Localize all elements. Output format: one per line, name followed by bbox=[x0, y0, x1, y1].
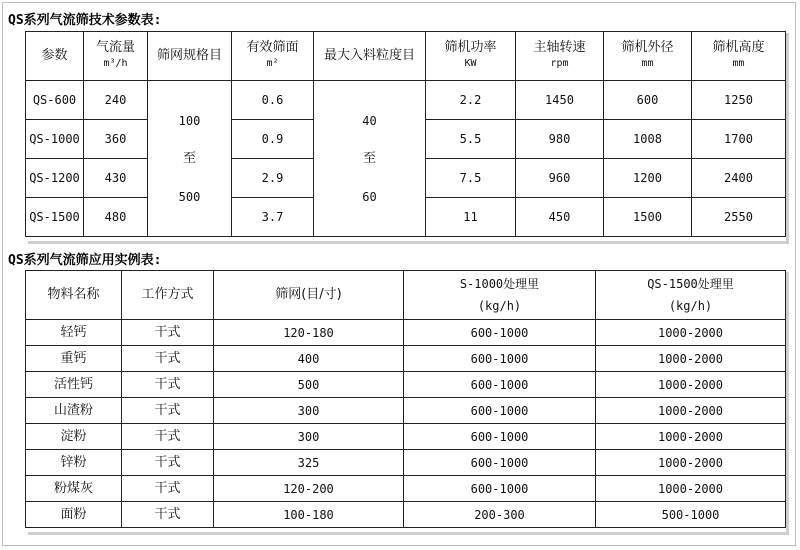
applications-table-title: QS系列气流筛应用实例表: bbox=[8, 253, 162, 268]
speed-cell: 1450 bbox=[516, 81, 604, 120]
speed-cell: 980 bbox=[516, 120, 604, 159]
diameter-cell: 600 bbox=[604, 81, 692, 120]
mode-cell: 干式 bbox=[122, 424, 214, 450]
diameter-cell: 1200 bbox=[604, 159, 692, 198]
mesh-cell: 400 bbox=[214, 346, 404, 372]
header-speed-unit: rpm bbox=[550, 58, 569, 69]
model-cell: QS-600 bbox=[26, 81, 84, 120]
diameter-cell: 1500 bbox=[604, 198, 692, 237]
material-cell: 山渣粉 bbox=[26, 398, 122, 424]
mesh-cell: 500 bbox=[214, 372, 404, 398]
mesh-cell: 120-180 bbox=[214, 320, 404, 346]
material-cell: 锌粉 bbox=[26, 450, 122, 476]
table-row bbox=[26, 81, 786, 120]
qs1000-cell: 600-1000 bbox=[404, 372, 596, 398]
material-cell: 轻钙 bbox=[26, 320, 122, 346]
qs1500-cell: 1000-2000 bbox=[596, 320, 786, 346]
qs1000-cell: 600-1000 bbox=[404, 398, 596, 424]
power-cell: 11 bbox=[426, 198, 516, 237]
qs1000-cell: 600-1000 bbox=[404, 450, 596, 476]
height-cell: 2550 bbox=[692, 198, 786, 237]
table-row bbox=[26, 398, 786, 424]
model-cell: QS-1500 bbox=[26, 198, 84, 237]
mode-cell: 干式 bbox=[122, 320, 214, 346]
area-cell: 0.9 bbox=[232, 120, 314, 159]
header-param: 参数 bbox=[26, 32, 84, 81]
table-row bbox=[26, 502, 786, 528]
material-cell: 活性钙 bbox=[26, 372, 122, 398]
power-cell: 2.2 bbox=[426, 81, 516, 120]
header-qs1000-unit: (kg/h) bbox=[477, 299, 522, 313]
material-cell: 重钙 bbox=[26, 346, 122, 372]
qs1000-cell: 600-1000 bbox=[404, 424, 596, 450]
applications-table-shadow-right bbox=[786, 272, 789, 534]
mode-cell: 干式 bbox=[122, 450, 214, 476]
header-power bbox=[426, 32, 516, 81]
height-cell: 1250 bbox=[692, 81, 786, 120]
specs-table bbox=[25, 31, 786, 237]
table-row bbox=[26, 320, 786, 346]
header-feed: 最大入料粒度目 bbox=[314, 32, 426, 81]
mesh-cell: 325 bbox=[214, 450, 404, 476]
qs1500-cell: 1000-2000 bbox=[596, 476, 786, 502]
model-cell: QS-1000 bbox=[26, 120, 84, 159]
header-qs1000 bbox=[404, 271, 596, 320]
header-mesh: 筛网规格目 bbox=[148, 32, 232, 81]
qs1500-cell: 1000-2000 bbox=[596, 450, 786, 476]
mode-cell: 干式 bbox=[122, 502, 214, 528]
power-cell: 5.5 bbox=[426, 120, 516, 159]
qs1000-cell: 600-1000 bbox=[404, 320, 596, 346]
model-cell: QS-1200 bbox=[26, 159, 84, 198]
table-row bbox=[26, 476, 786, 502]
specs-table-shadow-right bbox=[786, 33, 789, 243]
mode-cell: 干式 bbox=[122, 372, 214, 398]
airflow-cell: 480 bbox=[84, 198, 148, 237]
header-qs1500-unit: (kg/h) bbox=[668, 299, 713, 313]
area-cell: 2.9 bbox=[232, 159, 314, 198]
material-cell: 面粉 bbox=[26, 502, 122, 528]
applications-table-shadow-bottom bbox=[28, 532, 789, 535]
mode-cell: 干式 bbox=[122, 398, 214, 424]
applications-table bbox=[25, 270, 786, 528]
airflow-cell: 360 bbox=[84, 120, 148, 159]
qs1500-cell: 500-1000 bbox=[596, 502, 786, 528]
airflow-cell: 240 bbox=[84, 81, 148, 120]
mesh-range-cell bbox=[148, 81, 232, 237]
mesh-cell: 120-200 bbox=[214, 476, 404, 502]
height-cell: 1700 bbox=[692, 120, 786, 159]
header-height bbox=[692, 32, 786, 81]
table-row bbox=[26, 346, 786, 372]
qs1000-cell: 600-1000 bbox=[404, 346, 596, 372]
header-area-label: 有效筛面 bbox=[246, 40, 299, 55]
header-mode: 工作方式 bbox=[122, 271, 214, 320]
diameter-cell: 1008 bbox=[604, 120, 692, 159]
mesh-range-min: 100 bbox=[178, 113, 201, 128]
header-airflow-label: 气流量 bbox=[95, 40, 135, 55]
header-qs1500-label: QS-1500处理里 bbox=[647, 277, 734, 291]
mode-cell: 干式 bbox=[122, 346, 214, 372]
header-area-unit: m² bbox=[266, 58, 279, 69]
feed-range-min: 40 bbox=[362, 113, 377, 128]
mesh-range-max: 500 bbox=[178, 189, 201, 204]
header-power-label: 筛机功率 bbox=[444, 40, 497, 55]
qs1500-cell: 1000-2000 bbox=[596, 346, 786, 372]
power-cell: 7.5 bbox=[426, 159, 516, 198]
mesh-cell: 300 bbox=[214, 424, 404, 450]
header-diameter-unit: mm bbox=[641, 58, 654, 69]
speed-cell: 960 bbox=[516, 159, 604, 198]
applications-header-row bbox=[26, 271, 786, 320]
header-qs1000-label: S-1000处理里 bbox=[459, 277, 540, 291]
header-airflow bbox=[84, 32, 148, 81]
qs1500-cell: 1000-2000 bbox=[596, 398, 786, 424]
specs-table-shadow-bottom bbox=[28, 241, 789, 244]
material-cell: 粉煤灰 bbox=[26, 476, 122, 502]
speed-cell: 450 bbox=[516, 198, 604, 237]
table-row bbox=[26, 424, 786, 450]
table-row bbox=[26, 372, 786, 398]
table-row bbox=[26, 450, 786, 476]
feed-range-cell bbox=[314, 81, 426, 237]
specs-table-title: QS系列气流筛技术参数表: bbox=[8, 13, 162, 28]
airflow-cell: 430 bbox=[84, 159, 148, 198]
header-material: 物料名称 bbox=[26, 271, 122, 320]
feed-range-max: 60 bbox=[362, 189, 377, 204]
height-cell: 2400 bbox=[692, 159, 786, 198]
header-mesh: 筛网(目/寸) bbox=[214, 271, 404, 320]
mode-cell: 干式 bbox=[122, 476, 214, 502]
feed-range-to: 至 bbox=[362, 150, 376, 166]
qs1500-cell: 1000-2000 bbox=[596, 424, 786, 450]
header-qs1500 bbox=[596, 271, 786, 320]
header-power-unit: KW bbox=[464, 58, 477, 69]
header-diameter bbox=[604, 32, 692, 81]
mesh-range-to: 至 bbox=[182, 150, 196, 166]
header-height-label: 筛机高度 bbox=[712, 40, 765, 55]
specs-header-row bbox=[26, 32, 786, 81]
area-cell: 3.7 bbox=[232, 198, 314, 237]
header-height-unit: mm bbox=[732, 58, 745, 69]
header-speed-label: 主轴转速 bbox=[533, 40, 586, 55]
mesh-cell: 100-180 bbox=[214, 502, 404, 528]
area-cell: 0.6 bbox=[232, 81, 314, 120]
qs1000-cell: 600-1000 bbox=[404, 476, 596, 502]
header-speed bbox=[516, 32, 604, 81]
header-area bbox=[232, 32, 314, 81]
material-cell: 淀粉 bbox=[26, 424, 122, 450]
header-airflow-unit: m³/h bbox=[103, 58, 128, 69]
header-diameter-label: 筛机外径 bbox=[621, 40, 674, 55]
mesh-cell: 300 bbox=[214, 398, 404, 424]
qs1000-cell: 200-300 bbox=[404, 502, 596, 528]
qs1500-cell: 1000-2000 bbox=[596, 372, 786, 398]
